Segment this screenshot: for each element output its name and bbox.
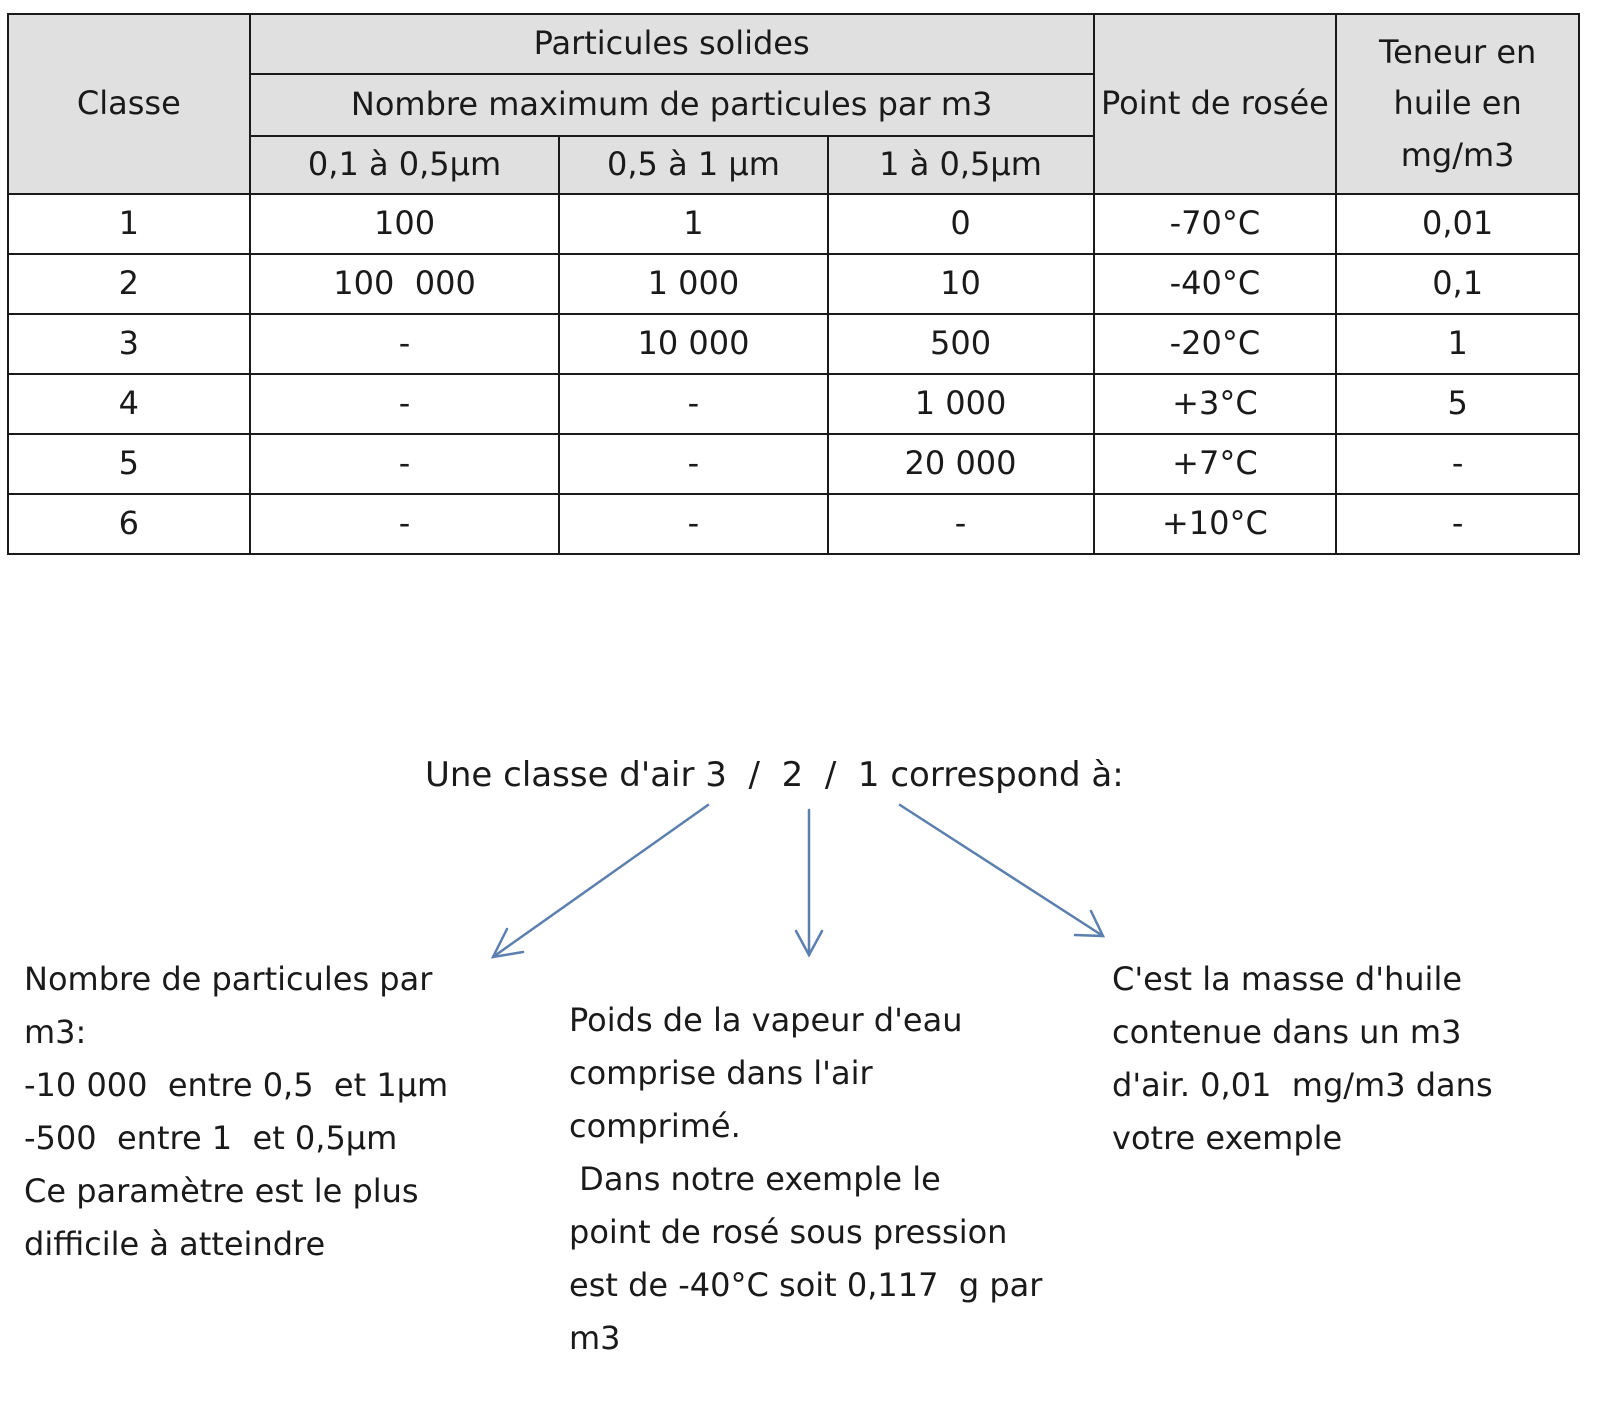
cell-size-2: 1 (559, 194, 827, 254)
air-class-headline: Une classe d'air 3 / 2 / 1 correspond à: (425, 755, 1124, 795)
header-size-range-1: 0,1 à 0,5µm (250, 136, 560, 194)
note-line: -10 000 entre 0,5 et 1µm (24, 1066, 449, 1104)
note-line: comprise dans l'air (569, 1054, 873, 1092)
cell-classe: 6 (8, 494, 250, 554)
cell-size-2: 10 000 (559, 314, 827, 374)
cell-dew-point: +3°C (1094, 374, 1337, 434)
cell-classe: 5 (8, 434, 250, 494)
cell-size-1: 100 000 (250, 254, 560, 314)
cell-oil-content: - (1336, 494, 1579, 554)
header-nombre-maximum: Nombre maximum de particules par m3 (250, 74, 1094, 136)
header-point-de-rosee: Point de rosée (1094, 14, 1337, 194)
cell-dew-point: +7°C (1094, 434, 1337, 494)
cell-size-1: - (250, 374, 560, 434)
cell-size-3: 0 (828, 194, 1094, 254)
cell-size-3: 500 (828, 314, 1094, 374)
arrow-middle (796, 810, 822, 955)
cell-size-1: - (250, 494, 560, 554)
cell-size-2: - (559, 374, 827, 434)
cell-dew-point: +10°C (1094, 494, 1337, 554)
cell-oil-content: 5 (1336, 374, 1579, 434)
note-line: Ce paramètre est le plus (24, 1172, 419, 1210)
note-line: comprimé. (569, 1107, 741, 1145)
note-line: d'air. 0,01 mg/m3 dans (1112, 1066, 1493, 1104)
note-line: point de rosé sous pression (569, 1213, 1008, 1251)
note-line: est de -40°C soit 0,117 g par (569, 1266, 1043, 1304)
cell-oil-content: 0,1 (1336, 254, 1579, 314)
header-size-range-2: 0,5 à 1 µm (559, 136, 827, 194)
cell-size-2: 1 000 (559, 254, 827, 314)
note-line: difficile à atteindre (24, 1225, 326, 1263)
note-line: Poids de la vapeur d'eau (569, 1001, 963, 1039)
note-oil-mass (1112, 953, 1493, 1165)
note-line: C'est la masse d'huile (1112, 960, 1463, 998)
cell-size-3: 10 (828, 254, 1094, 314)
cell-size-3: - (828, 494, 1094, 554)
cell-classe: 1 (8, 194, 250, 254)
cell-size-1: - (250, 434, 560, 494)
note-line: votre exemple (1112, 1119, 1343, 1157)
cell-dew-point: -40°C (1094, 254, 1337, 314)
header-classe: Classe (8, 14, 250, 194)
cell-size-3: 1 000 (828, 374, 1094, 434)
arrow-left (493, 805, 708, 957)
note-particles (24, 953, 448, 1271)
note-line: -500 entre 1 et 0,5µm (24, 1119, 398, 1157)
cell-oil-content: - (1336, 434, 1579, 494)
note-line: Dans notre exemple le (569, 1160, 941, 1198)
header-teneur-en-huile: Teneur en huile en mg/m3 (1336, 14, 1579, 194)
cell-classe: 3 (8, 314, 250, 374)
cell-size-1: 100 (250, 194, 560, 254)
cell-oil-content: 0,01 (1336, 194, 1579, 254)
cell-classe: 4 (8, 374, 250, 434)
cell-classe: 2 (8, 254, 250, 314)
note-water-vapour (569, 994, 1042, 1365)
cell-size-2: - (559, 494, 827, 554)
note-line: Nombre de particules par (24, 960, 433, 998)
cell-oil-content: 1 (1336, 314, 1579, 374)
note-line: contenue dans un m3 (1112, 1013, 1462, 1051)
header-particules-solides: Particules solides (250, 14, 1094, 74)
arrow-right (900, 805, 1103, 936)
cell-size-3: 20 000 (828, 434, 1094, 494)
cell-size-1: - (250, 314, 560, 374)
cell-dew-point: -70°C (1094, 194, 1337, 254)
cell-dew-point: -20°C (1094, 314, 1337, 374)
cell-size-2: - (559, 434, 827, 494)
note-line: m3 (569, 1319, 621, 1357)
header-size-range-3: 1 à 0,5µm (828, 136, 1094, 194)
note-line: m3: (24, 1013, 87, 1051)
